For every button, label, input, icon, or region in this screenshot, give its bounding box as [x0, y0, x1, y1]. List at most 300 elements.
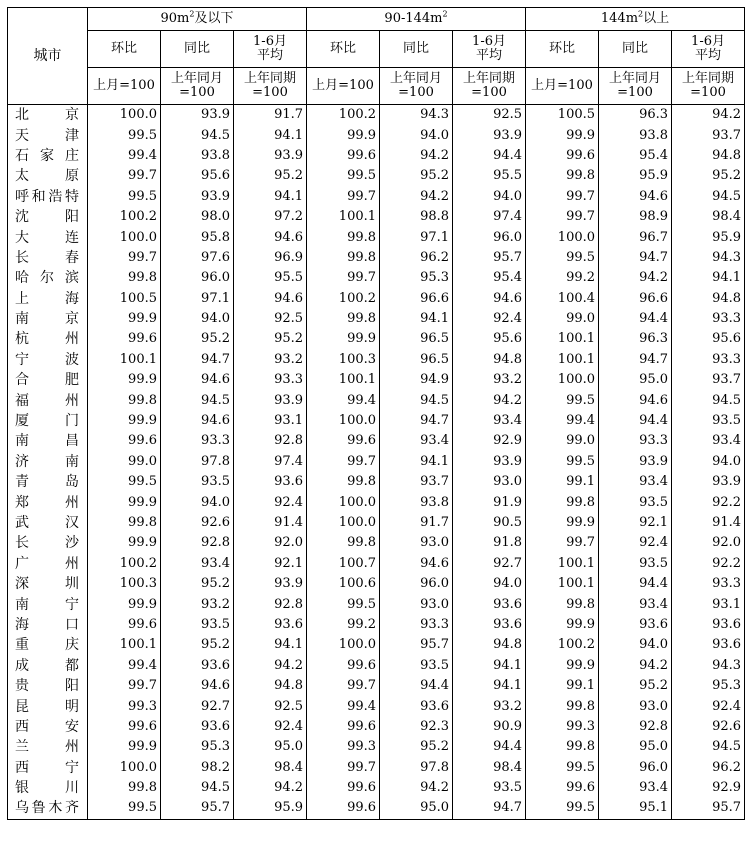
index-value: 99.5	[526, 390, 599, 410]
index-value: 94.4	[453, 737, 526, 757]
index-value: 93.6	[380, 696, 453, 716]
index-value: 100.0	[526, 370, 599, 390]
index-value: 99.7	[526, 187, 599, 207]
index-value: 95.2	[161, 329, 234, 349]
index-value: 93.3	[234, 370, 307, 390]
index-value: 95.4	[453, 268, 526, 288]
base-header-g1-c2: 上年同期 =100	[453, 68, 526, 105]
index-value: 93.6	[161, 656, 234, 676]
index-value: 99.7	[307, 676, 380, 696]
index-value: 94.6	[599, 187, 672, 207]
index-value: 95.3	[672, 676, 745, 696]
sub-header-g2-c2: 1-6月 平均	[672, 31, 745, 68]
group-header-over-144: $144m^2$以上	[526, 8, 745, 31]
city-name: 南京	[8, 309, 88, 329]
base-header-g0-c2: 上年同期 =100	[234, 68, 307, 105]
index-value: 100.4	[526, 289, 599, 309]
table-row	[8, 166, 745, 186]
index-value: 94.6	[599, 390, 672, 410]
city-name: 贵阳	[8, 676, 88, 696]
index-value: 99.5	[88, 125, 161, 145]
index-value: 99.9	[88, 492, 161, 512]
index-value: 96.2	[672, 758, 745, 778]
index-value: 94.8	[453, 635, 526, 655]
index-value: 95.7	[380, 635, 453, 655]
index-value: 96.3	[599, 329, 672, 349]
index-value: 93.5	[380, 656, 453, 676]
city-name: 兰州	[8, 737, 88, 757]
index-value: 92.1	[234, 554, 307, 574]
city-name: 广州	[8, 554, 88, 574]
index-value: 100.0	[88, 758, 161, 778]
table-row	[8, 635, 745, 655]
sub-header-g2-c0: 环比	[526, 31, 599, 68]
index-value: 94.3	[380, 105, 453, 126]
table-row	[8, 594, 745, 614]
city-name: 哈尔滨	[8, 268, 88, 288]
index-value: 95.7	[161, 798, 234, 819]
index-value: 99.2	[526, 268, 599, 288]
index-value: 99.8	[526, 737, 599, 757]
index-value: 92.2	[672, 492, 745, 512]
index-value: 99.1	[526, 676, 599, 696]
index-value: 93.6	[672, 615, 745, 635]
index-value: 93.3	[672, 350, 745, 370]
city-name: 杭州	[8, 329, 88, 349]
city-name: 深圳	[8, 574, 88, 594]
index-value: 95.9	[234, 798, 307, 819]
base-header-g2-c2: 上年同期 =100	[672, 68, 745, 105]
index-value: 99.9	[88, 737, 161, 757]
index-value: 93.6	[234, 472, 307, 492]
index-value: 95.6	[161, 166, 234, 186]
city-name: 石家庄	[8, 146, 88, 166]
index-value: 96.2	[380, 248, 453, 268]
index-value: 92.8	[599, 717, 672, 737]
index-value: 99.7	[307, 268, 380, 288]
index-value: 94.6	[234, 289, 307, 309]
city-name: 南昌	[8, 431, 88, 451]
index-value: 99.6	[88, 431, 161, 451]
index-value: 99.5	[88, 472, 161, 492]
sub-header-g0-c2: 1-6月 平均	[234, 31, 307, 68]
index-value: 93.2	[453, 696, 526, 716]
index-value: 93.0	[380, 594, 453, 614]
index-value: 93.9	[599, 452, 672, 472]
index-value: 94.7	[599, 350, 672, 370]
city-name: 海口	[8, 615, 88, 635]
index-value: 99.8	[526, 166, 599, 186]
index-value: 96.0	[453, 227, 526, 247]
city-name: 昆明	[8, 696, 88, 716]
index-value: 100.1	[88, 350, 161, 370]
city-name: 长春	[8, 248, 88, 268]
index-value: 99.3	[526, 717, 599, 737]
index-value: 96.0	[380, 574, 453, 594]
index-value: 93.0	[453, 472, 526, 492]
base-header-g2-c1: 上年同月 =100	[599, 68, 672, 105]
index-value: 94.6	[161, 370, 234, 390]
index-value: 99.0	[526, 431, 599, 451]
index-value: 99.6	[88, 615, 161, 635]
index-value: 100.3	[307, 350, 380, 370]
index-value: 94.5	[161, 390, 234, 410]
index-value: 99.7	[526, 533, 599, 553]
index-value: 91.7	[380, 513, 453, 533]
index-value: 95.5	[453, 166, 526, 186]
index-value: 92.7	[161, 696, 234, 716]
index-value: 94.0	[672, 452, 745, 472]
index-value: 98.8	[380, 207, 453, 227]
index-value: 92.2	[672, 554, 745, 574]
index-value: 94.6	[161, 411, 234, 431]
index-value: 100.5	[526, 105, 599, 126]
index-value: 91.8	[453, 533, 526, 553]
index-value: 99.8	[526, 492, 599, 512]
index-value: 93.9	[161, 105, 234, 126]
index-value: 96.6	[380, 289, 453, 309]
index-value: 97.4	[234, 452, 307, 472]
index-value: 100.0	[307, 411, 380, 431]
index-value: 94.8	[453, 350, 526, 370]
index-value: 93.2	[453, 370, 526, 390]
city-name: 长沙	[8, 533, 88, 553]
index-value: 99.8	[88, 778, 161, 798]
index-value: 99.8	[526, 594, 599, 614]
index-value: 97.4	[453, 207, 526, 227]
index-value: 95.5	[234, 268, 307, 288]
index-value: 95.2	[161, 574, 234, 594]
index-value: 94.4	[599, 309, 672, 329]
index-value: 95.9	[599, 166, 672, 186]
index-value: 91.4	[672, 513, 745, 533]
index-value: 100.0	[307, 492, 380, 512]
index-value: 100.0	[307, 635, 380, 655]
table-row	[8, 227, 745, 247]
index-value: 94.1	[453, 656, 526, 676]
index-value: 92.0	[234, 533, 307, 553]
table-row	[8, 187, 745, 207]
index-value: 95.6	[672, 329, 745, 349]
index-value: 100.1	[526, 329, 599, 349]
index-value: 93.2	[161, 594, 234, 614]
index-value: 92.1	[599, 513, 672, 533]
index-value: 99.4	[88, 656, 161, 676]
index-value: 94.4	[453, 146, 526, 166]
index-value: 93.4	[599, 472, 672, 492]
index-value: 94.0	[161, 492, 234, 512]
base-header-g1-c1: 上年同月 =100	[380, 68, 453, 105]
index-value: 94.0	[380, 125, 453, 145]
index-value: 99.9	[526, 125, 599, 145]
index-value: 99.6	[307, 146, 380, 166]
index-value: 98.9	[599, 207, 672, 227]
index-value: 94.1	[380, 452, 453, 472]
index-value: 93.5	[599, 492, 672, 512]
index-value: 92.4	[453, 309, 526, 329]
index-value: 97.6	[161, 248, 234, 268]
table-row	[8, 656, 745, 676]
index-value: 100.0	[88, 105, 161, 126]
index-value: 98.4	[672, 207, 745, 227]
index-value: 95.0	[599, 370, 672, 390]
index-value: 96.7	[599, 227, 672, 247]
index-value: 99.9	[88, 411, 161, 431]
index-value: 95.7	[672, 798, 745, 819]
table-row	[8, 431, 745, 451]
index-value: 94.4	[599, 411, 672, 431]
city-name: 成都	[8, 656, 88, 676]
index-value: 93.1	[234, 411, 307, 431]
index-value: 92.5	[234, 309, 307, 329]
index-value: 94.3	[672, 248, 745, 268]
table-row	[8, 717, 745, 737]
index-value: 91.7	[234, 105, 307, 126]
city-name: 呼和浩特	[8, 187, 88, 207]
index-value: 99.4	[307, 696, 380, 716]
base-header-g2-c0: 上月=100	[526, 68, 599, 105]
index-value: 100.0	[88, 227, 161, 247]
index-value: 90.9	[453, 717, 526, 737]
index-value: 99.9	[307, 329, 380, 349]
index-value: 93.5	[161, 472, 234, 492]
index-value: 94.0	[453, 574, 526, 594]
index-value: 99.5	[307, 166, 380, 186]
index-value: 90.5	[453, 513, 526, 533]
index-value: 93.3	[672, 574, 745, 594]
index-value: 94.5	[672, 187, 745, 207]
index-value: 99.8	[307, 248, 380, 268]
index-value: 94.8	[234, 676, 307, 696]
index-value: 94.5	[672, 390, 745, 410]
index-value: 95.7	[453, 248, 526, 268]
index-value: 94.7	[599, 248, 672, 268]
index-value: 95.2	[234, 166, 307, 186]
city-name: 南宁	[8, 594, 88, 614]
index-value: 99.1	[526, 472, 599, 492]
city-name: 合肥	[8, 370, 88, 390]
index-value: 99.6	[526, 146, 599, 166]
table-row	[8, 268, 745, 288]
index-value: 93.9	[234, 390, 307, 410]
index-value: 94.4	[599, 574, 672, 594]
table-row	[8, 207, 745, 227]
index-value: 99.9	[526, 513, 599, 533]
index-value: 100.1	[526, 350, 599, 370]
index-value: 99.8	[88, 268, 161, 288]
city-name: 青岛	[8, 472, 88, 492]
sub-header-g0-c0: 环比	[88, 31, 161, 68]
city-name: 重庆	[8, 635, 88, 655]
city-name: 沈阳	[8, 207, 88, 227]
base-header-g0-c1: 上年同月 =100	[161, 68, 234, 105]
index-value: 94.4	[380, 676, 453, 696]
index-value: 94.5	[161, 778, 234, 798]
index-value: 94.2	[453, 390, 526, 410]
index-value: 99.3	[307, 737, 380, 757]
index-value: 100.2	[88, 554, 161, 574]
index-value: 94.7	[453, 798, 526, 819]
table-row	[8, 146, 745, 166]
table-row	[8, 309, 745, 329]
index-value: 94.1	[234, 187, 307, 207]
city-name: 天津	[8, 125, 88, 145]
index-value: 93.5	[161, 615, 234, 635]
city-name: 西安	[8, 717, 88, 737]
index-value: 96.3	[599, 105, 672, 126]
index-value: 95.0	[380, 798, 453, 819]
index-value: 93.0	[599, 696, 672, 716]
index-value: 99.7	[88, 166, 161, 186]
index-value: 95.9	[672, 227, 745, 247]
table-row	[8, 778, 745, 798]
index-value: 91.9	[453, 492, 526, 512]
index-value: 93.9	[453, 125, 526, 145]
index-value: 96.5	[380, 329, 453, 349]
index-value: 93.8	[380, 492, 453, 512]
index-value: 94.0	[453, 187, 526, 207]
index-value: 95.2	[380, 166, 453, 186]
index-value: 98.4	[234, 758, 307, 778]
index-value: 93.3	[599, 431, 672, 451]
table-header	[8, 8, 745, 105]
index-value: 99.9	[88, 309, 161, 329]
index-value: 92.8	[234, 594, 307, 614]
city-column-header: 城市	[8, 8, 88, 105]
index-value: 93.4	[161, 554, 234, 574]
index-value: 94.1	[234, 125, 307, 145]
index-value: 99.0	[88, 452, 161, 472]
index-value: 94.0	[161, 309, 234, 329]
index-value: 92.6	[161, 513, 234, 533]
city-name: 武汉	[8, 513, 88, 533]
index-value: 99.9	[88, 533, 161, 553]
city-name: 乌鲁木齐	[8, 798, 88, 819]
index-value: 94.0	[599, 635, 672, 655]
index-value: 95.0	[599, 737, 672, 757]
index-value: 93.5	[453, 778, 526, 798]
base-header-row	[8, 68, 745, 105]
index-value: 95.3	[380, 268, 453, 288]
index-value: 99.5	[526, 798, 599, 819]
sub-header-g2-c1: 同比	[599, 31, 672, 68]
index-value: 97.2	[234, 207, 307, 227]
index-value: 100.2	[307, 105, 380, 126]
sub-header-row	[8, 31, 745, 68]
index-value: 99.7	[88, 248, 161, 268]
index-value: 99.5	[526, 758, 599, 778]
index-value: 95.3	[161, 737, 234, 757]
group-header-under-90: $90m^2$及以下	[88, 8, 307, 31]
index-value: 96.0	[599, 758, 672, 778]
index-value: 100.1	[526, 554, 599, 574]
index-value: 99.5	[526, 452, 599, 472]
index-value: 99.7	[307, 758, 380, 778]
index-value: 93.7	[672, 370, 745, 390]
table-row	[8, 105, 745, 126]
index-value: 99.7	[88, 676, 161, 696]
table-row	[8, 248, 745, 268]
index-value: 92.7	[453, 554, 526, 574]
index-value: 94.1	[453, 676, 526, 696]
index-value: 94.6	[380, 554, 453, 574]
city-name: 郑州	[8, 492, 88, 512]
index-value: 94.1	[672, 268, 745, 288]
city-name: 济南	[8, 452, 88, 472]
index-value: 100.3	[88, 574, 161, 594]
index-value: 94.1	[234, 635, 307, 655]
index-value: 99.9	[88, 594, 161, 614]
index-value: 93.6	[161, 717, 234, 737]
index-value: 94.2	[234, 778, 307, 798]
index-value: 95.2	[380, 737, 453, 757]
table-row	[8, 452, 745, 472]
index-value: 99.9	[88, 370, 161, 390]
index-value: 100.7	[307, 554, 380, 574]
index-value: 93.9	[234, 146, 307, 166]
index-value: 93.4	[453, 411, 526, 431]
table-row	[8, 350, 745, 370]
index-value: 94.6	[453, 289, 526, 309]
index-value: 100.6	[307, 574, 380, 594]
index-value: 99.6	[526, 778, 599, 798]
city-name: 北京	[8, 105, 88, 126]
index-value: 99.5	[526, 248, 599, 268]
table-row	[8, 798, 745, 819]
index-value: 94.1	[380, 309, 453, 329]
index-value: 100.0	[526, 227, 599, 247]
index-value: 95.1	[599, 798, 672, 819]
index-value: 99.2	[307, 615, 380, 635]
index-value: 94.7	[380, 411, 453, 431]
index-value: 93.6	[234, 615, 307, 635]
index-value: 99.4	[526, 411, 599, 431]
base-header-g0-c0: 上月=100	[88, 68, 161, 105]
index-value: 99.8	[307, 227, 380, 247]
table-row	[8, 492, 745, 512]
index-value: 93.9	[453, 452, 526, 472]
price-index-table	[7, 7, 745, 820]
index-value: 98.2	[161, 758, 234, 778]
table-row	[8, 411, 745, 431]
index-value: 93.2	[234, 350, 307, 370]
table-row	[8, 472, 745, 492]
index-value: 99.6	[307, 656, 380, 676]
sub-header-g1-c2: 1-6月 平均	[453, 31, 526, 68]
city-name: 福州	[8, 390, 88, 410]
index-value: 99.4	[88, 146, 161, 166]
index-value: 99.6	[307, 717, 380, 737]
index-value: 99.9	[307, 125, 380, 145]
city-name: 宁波	[8, 350, 88, 370]
index-value: 99.5	[307, 594, 380, 614]
index-value: 93.4	[672, 431, 745, 451]
index-value: 96.6	[599, 289, 672, 309]
index-value: 93.8	[161, 146, 234, 166]
city-name: 西宁	[8, 758, 88, 778]
index-value: 91.4	[234, 513, 307, 533]
index-value: 92.9	[672, 778, 745, 798]
index-value: 99.8	[88, 390, 161, 410]
index-value: 93.7	[380, 472, 453, 492]
index-value: 96.5	[380, 350, 453, 370]
index-value: 94.2	[380, 187, 453, 207]
index-value: 96.9	[234, 248, 307, 268]
index-value: 94.3	[672, 656, 745, 676]
index-value: 97.1	[161, 289, 234, 309]
index-value: 99.9	[526, 615, 599, 635]
index-value: 93.5	[672, 411, 745, 431]
